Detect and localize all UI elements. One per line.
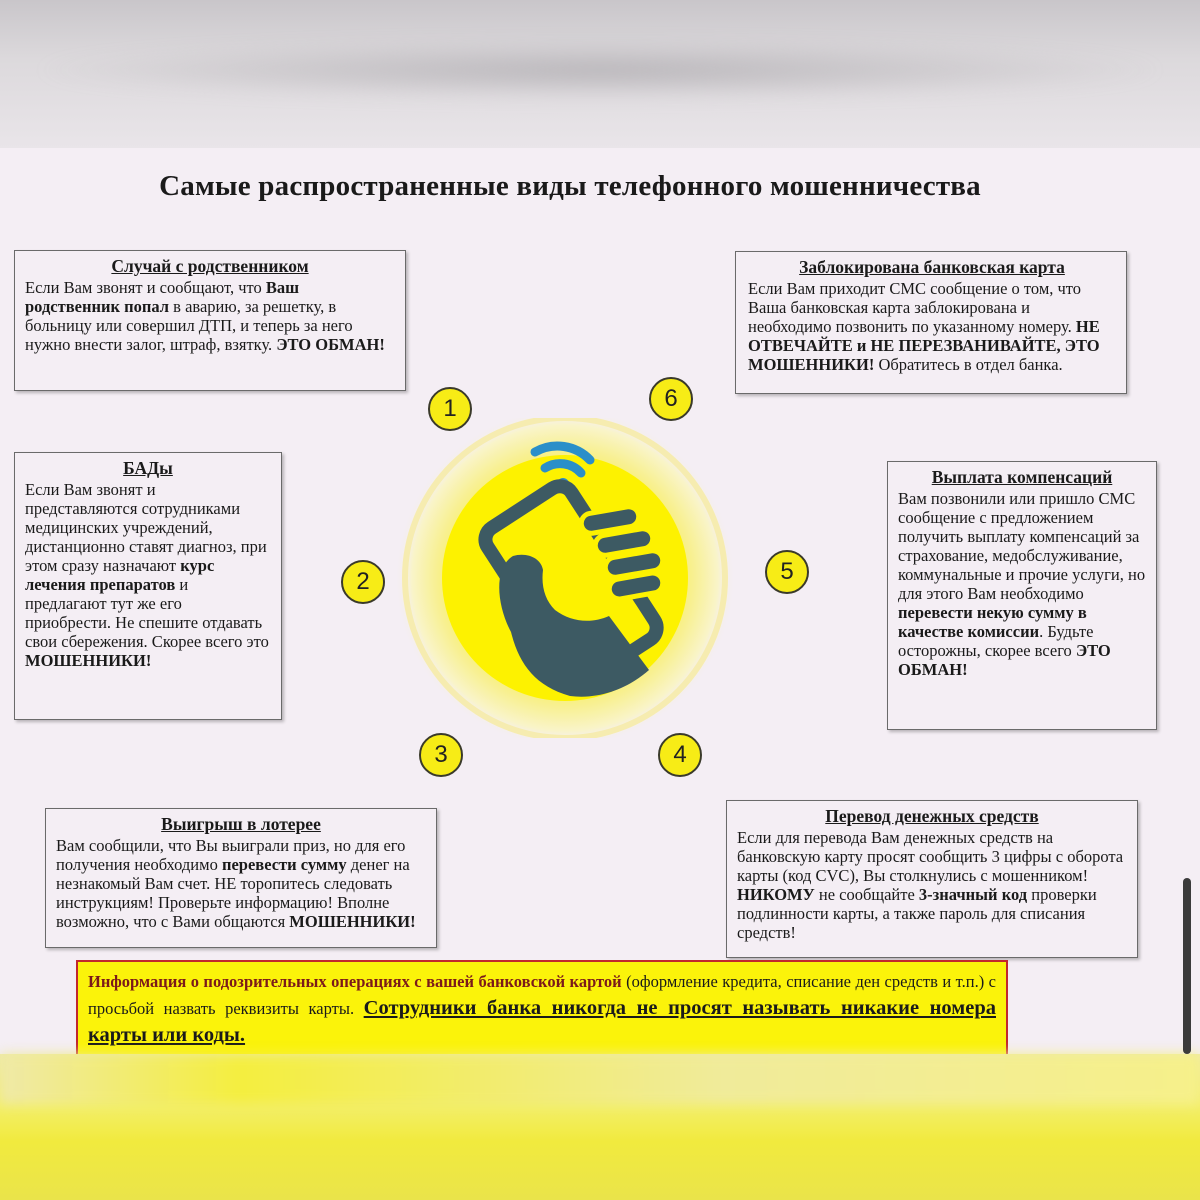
- page-title: Самые распространенные виды телефонного мошенничества: [159, 170, 981, 202]
- card-relative-accident: [14, 250, 406, 391]
- card-text: Если Вам приходит СМС сообщение о том, что Ваша банковская карта заблокирована и необходимо позвонить по указанному номеру. НЕ ОТВЕЧАЙТЕ и НЕ ПЕРЕЗВАНИВАЙТЕ, ЭТО МОШЕННИКИ! Обратитесь в отдел банка.: [748, 279, 1100, 374]
- number-badge-3: 3: [419, 733, 463, 777]
- card-heading: Выигрыш в лотерее: [161, 814, 321, 834]
- number-badge-1: 1: [428, 387, 472, 431]
- card-text: Вам сообщили, что Вы выиграли приз, но для его получения необходимо перевести сумму денег на незнакомый Вам счет. НЕ торопитесь следовать инструкциям! Проверьте информацию! Вполне возможно, что с Вами общаются МОШЕННИКИ!: [56, 836, 416, 931]
- card-money-transfer: [726, 800, 1138, 958]
- card-lottery: [45, 808, 437, 948]
- banner-lead: Информация о подозрительных операциях с вашей банковской картой: [88, 972, 622, 991]
- blurred-bottom-area: [0, 1054, 1200, 1200]
- warning-banner: [76, 960, 1008, 1054]
- card-text: Если для перевода Вам денежных средств на банковскую карту просят сообщить 3 цифры с оборота карты (код CVC), Вы столкнулись с мошенником! НИКОМУ не сообщайте 3-значный код проверки подлинности карты, а также пароль для списания средств!: [737, 828, 1124, 942]
- card-heading: Заблокирована банковская карта: [799, 257, 1065, 277]
- blurred-top-area: [0, 0, 1200, 148]
- number-badge-6: 6: [649, 377, 693, 421]
- card-compensation: [887, 461, 1157, 730]
- banner-text: (оформление кредита, списание ден средств и т.п.) с просьбой назвать реквизиты карты.: [88, 972, 996, 1018]
- scrollbar[interactable]: [1183, 878, 1191, 1054]
- number-badge-2: 2: [341, 560, 385, 604]
- card-text: Если Вам звонят и представляются сотрудниками медицинских учреждений, дистанционно ставят диагноз, при этом сразу назначают курс лечения препаратов и предлагают тут же его приобрести. Не спешите отдавать свои сбережения. Скорее всего это МОШЕННИКИ!: [25, 480, 269, 670]
- phone-hand-icon: [395, 418, 735, 738]
- card-heading: Выплата компенсаций: [931, 467, 1113, 487]
- banner-emphasis: Сотрудники банка никогда не просят называть никакие номера карты или коды.: [88, 997, 996, 1046]
- card-text: Вам позвонили или пришло СМС сообщение с предложением получить выплату компенсаций за страхование, медобслуживание, коммунальные и прочие услуги, но для этого Вам необходимо перевести некую сумму в качестве комиссии. Будьте осторожны, скорее всего ЭТО ОБМАН!: [898, 489, 1146, 679]
- card-heading: Перевод денежных средств: [825, 806, 1039, 826]
- number-badge-5: 5: [765, 550, 809, 594]
- number-badge-4: 4: [658, 733, 702, 777]
- card-heading: Случай с родственником: [111, 256, 309, 276]
- card-heading: БАДы: [123, 458, 173, 478]
- card-supplements: [14, 452, 282, 720]
- card-text: Если Вам звонят и сообщают, что Ваш родственник попал в аварию, за решетку, в больницу или совершил ДТП, и теперь за него нужно внести залог, штраф, взятку. ЭТО ОБМАН!: [25, 278, 385, 354]
- phone-in-hand-illustration: [395, 418, 735, 738]
- card-card-blocked: [735, 251, 1127, 394]
